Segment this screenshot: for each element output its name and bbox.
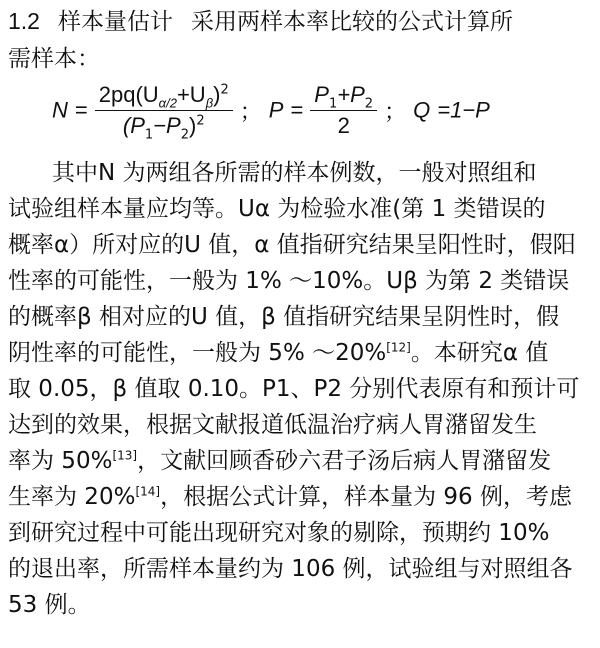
body-line-11: 到研究过程中可能出现研究对象的剔除，预期约 10% <box>8 520 550 546</box>
formula-p-lhs: P <box>268 97 284 123</box>
formula-separator-1: ； <box>239 100 262 125</box>
body-line-3: 概率α）所对应的U 值，α 值指研究结果呈阳性时，假阳 <box>8 232 576 258</box>
formula-eq-2: = <box>290 97 304 123</box>
formula-separator-2: ； <box>384 100 407 125</box>
sample-size-formula <box>0 82 600 154</box>
body-line-5: 的概率β 相对应的U 值，β 值指研究结果呈阴性时，假 <box>8 304 560 330</box>
body-line-13: 53 例。 <box>8 592 91 618</box>
body-line-6: 阴性率的可能性，一般为 5% ～20%[12]。本研究α 值 <box>8 340 549 366</box>
section-intro-line2 <box>8 44 592 74</box>
body-line-10: 生率为 20%[14]，根据公式计算，样本量为 96 例，考虑 <box>8 484 572 510</box>
section-title: 样本量估计 <box>57 9 173 35</box>
formula-q-lhs: Q <box>413 97 431 123</box>
body-line-7: 取 0.05，β 值取 0.10。P1、P2 分别代表原有和预计可 <box>8 376 580 402</box>
formula-n-fraction <box>95 82 233 143</box>
body-line-1: 其中N 为两组各所需的样本例数，一般对照组和 <box>52 160 537 186</box>
section-heading-line <box>8 6 592 37</box>
citation-14: [14] <box>135 484 161 499</box>
formula-eq-1: = <box>74 97 88 123</box>
formula-p-fraction <box>310 82 377 139</box>
body-line-4: 性率的可能性，一般为 1% ～10%。Uβ 为第 2 类错误 <box>8 268 570 294</box>
formula-p-denominator: 2 <box>337 113 350 138</box>
formula-n-lhs: N <box>52 97 68 123</box>
body-line-2: 试验组样本量应均等。Uα 为检验水准(第 1 类错误的 <box>8 196 546 222</box>
citation-12: [12] <box>386 340 411 355</box>
formula-q-rhs: =1−P <box>437 97 490 123</box>
section-number: 1.2 <box>8 8 40 34</box>
section-intro-cont: 需样本： <box>8 46 100 72</box>
formula-row <box>52 82 490 143</box>
formula-p-numerator: $P_1+P_2$ <box>310 82 377 111</box>
body-line-8: 达到的效果，根据文献报道低温治疗病人胃潴留发生 <box>8 412 537 438</box>
citation-13: [13] <box>112 448 138 463</box>
formula-n-denominator: $(P_1-P_2)^2$ <box>122 113 205 143</box>
section-intro: 采用两样本率比较的公式计算所 <box>190 9 513 35</box>
body-line-12: 的退出率，所需样本量约为 106 例，试验组与对照组各 <box>8 556 573 582</box>
formula-n-numerator: $2pq(U_{\alpha/2}+U_\beta)^2$ <box>95 82 233 111</box>
body-line-9: 率为 50%[13]，文献回顾香砂六君子汤后病人胃潴留发 <box>8 448 552 474</box>
